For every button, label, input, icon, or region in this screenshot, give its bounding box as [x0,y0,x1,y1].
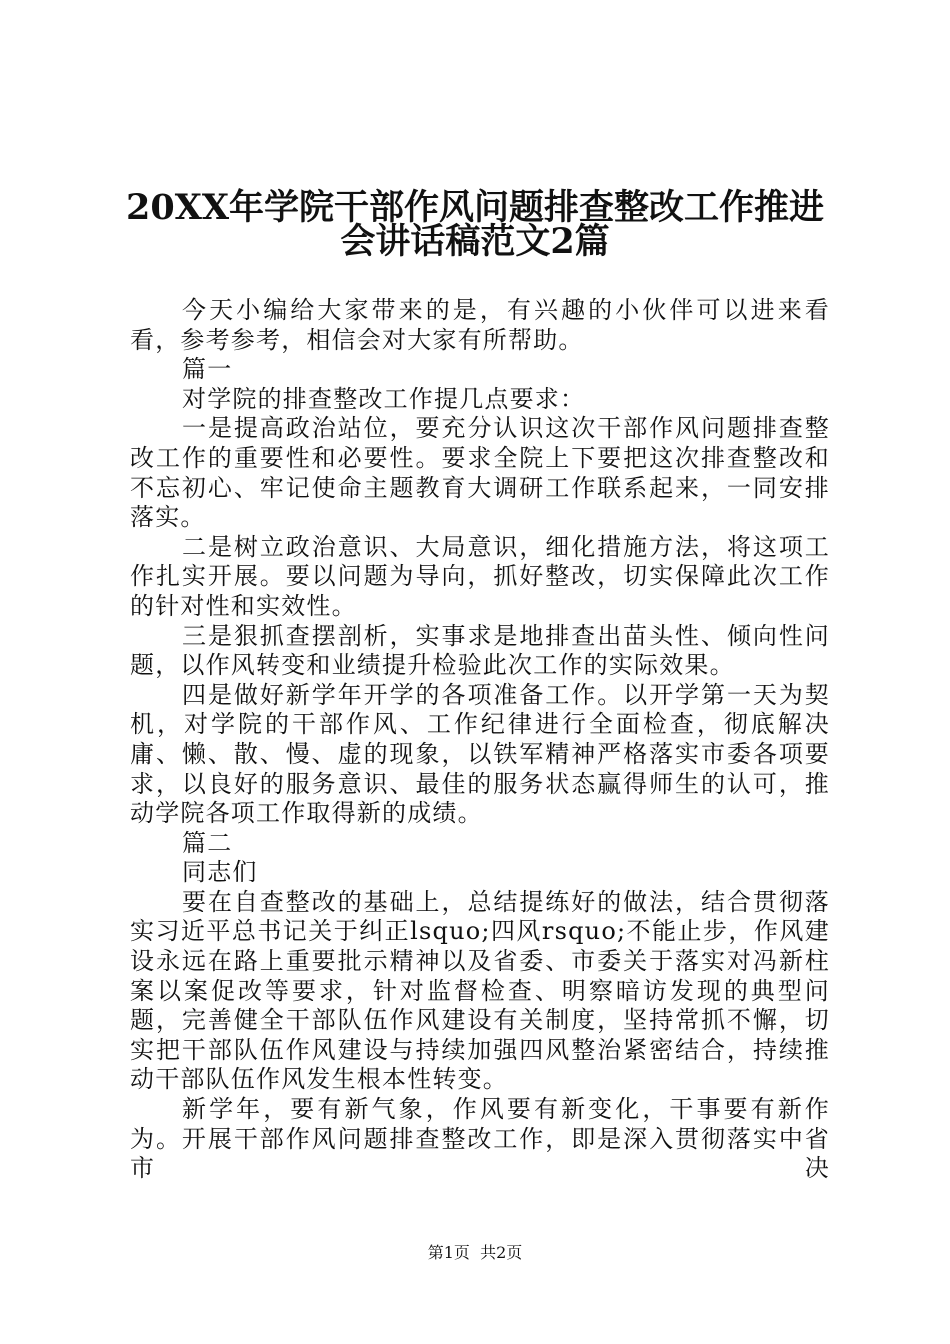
paragraph: 三是狠抓查摆剖析，实事求是地排查出苗头性、倾向性问题，以作风转变和业绩提升检验此次工作的实际效果。 [130,621,830,680]
page-footer [0,1243,950,1263]
paragraph: 四是做好新学年开学的各项准备工作。以开学第一天为契机，对学院的干部作风、工作纪律进行全面检查，彻底解决庸、懒、散、慢、虚的现象，以铁军精神严格落实市委各项要求，以良好的服务意识、最佳的服务状态赢得师生的认可，推动学院各项工作取得新的成绩。 [130,680,830,828]
section-heading-2: 篇二 [182,828,233,857]
document-title-line-2: 会讲话稿范文2篇 [340,221,610,262]
paragraph: 要在自查整改的基础上，总结提练好的做法，结合贯彻落实习近平总书记关于纠正lsquo;四风rsquo;不能止步，作风建设永远在路上重要批示精神以及省委、市委关于落实对冯新柱案以案促改等要求，针对监督检查、明察暗访发现的典型问题，完善健全干部队伍作风建设有关制度，坚持常抓不懈，切实把干部队伍作风建设与持续加强四风整治紧密结合，持续推动干部队伍作风发生根本性转变。 [130,887,830,1094]
document-body [130,296,830,1184]
paragraph: 对学院的排查整改工作提几点要求： [182,384,586,413]
paragraph: 新学年，要有新气象，作风要有新变化，干事要有新作为。开展干部作风问题排查整改工作，即是深入贯彻落实中省市决 [130,1095,830,1183]
salutation: 同志们 [182,858,258,887]
document-title-line-1: 20XX年学院干部作风问题排查整改工作推进 [125,187,825,228]
paragraph: 一是提高政治站位，要充分认识这次干部作风问题排查整改工作的重要性和必要性。要求全院上下要把这次排查整改和不忘初心、牢记使命主题教育大调研工作联系起来，一同安排落实。 [130,414,830,532]
page-number-label: 第1页 共2页 [427,1243,523,1262]
paragraph-intro: 今天小编给大家带来的是，有兴趣的小伙伴可以进来看看，参考参考，相信会对大家有所帮助。 [130,296,830,354]
section-heading-1: 篇一 [182,355,233,384]
paragraph: 二是树立政治意识、大局意识，细化措施方法，将这项工作扎实开展。要以问题为导向，抓好整改，切实保障此次工作的针对性和实效性。 [130,532,830,620]
